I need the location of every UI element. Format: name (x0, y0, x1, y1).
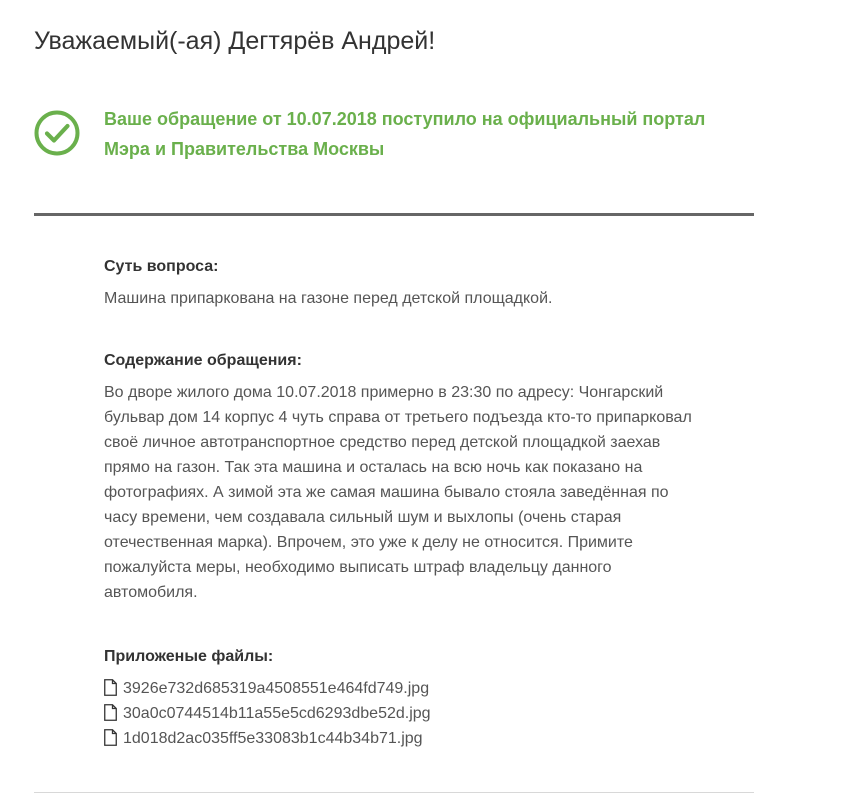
file-icon (104, 679, 117, 696)
file-link[interactable]: 3926e732d685319a4508551e464fd749.jpg (123, 680, 430, 697)
file-item[interactable] (104, 705, 431, 722)
question-text: Машина припаркована на газоне перед детской площадкой. (104, 290, 553, 307)
appeal-content-label: Содержание обращения: (104, 352, 302, 369)
attached-files-section (104, 646, 704, 751)
check-circle-icon (34, 110, 80, 156)
file-item[interactable] (104, 680, 429, 697)
file-icon (104, 729, 117, 746)
appeal-content-text: Во дворе жилого дома 10.07.2018 примерно в 23:30 по адресу: Чонгарский бульвар дом 14 корпус 4 чуть справа от третьего подъезда кто-то припарковал своё личное автотранспортное средство перед детской площадкой заехав прямо на газон. Так эта машина и осталась на всю ночь как показано на фотографиях. А зимой эта же самая машина бывало стояла заведённая по часу времени, чем создавала сильный шум и выхлопы (очень старая отечественная марка). Впрочем, это уже к делу не относится. Примите пожалуйста меры, необходимо выписать штраф владельцу данного автомобиля. (104, 384, 692, 601)
file-link[interactable]: 1d018d2ac035ff5e33083b1c44b34b71.jpg (123, 730, 423, 747)
section-divider (34, 213, 754, 216)
attached-files-label: Приложеные файлы: (104, 648, 274, 665)
question-section (104, 256, 704, 311)
question-label: Суть вопроса: (104, 258, 219, 275)
status-line-2: Мэра и Правительства Москвы (104, 139, 385, 159)
attached-files-list (104, 676, 484, 751)
file-icon (104, 704, 117, 721)
file-link[interactable]: 30a0c0744514b11a55e5cd6293dbe52d.jpg (123, 705, 431, 722)
appeal-content-section (104, 350, 704, 605)
status-line-1: Ваше обращение от 10.07.2018 поступило на официальный портал (104, 109, 706, 129)
footer-divider (34, 792, 754, 793)
status-text (104, 104, 744, 164)
greeting-heading: Уважаемый(-ая) Дегтярёв Андрей! (34, 27, 436, 55)
file-item[interactable] (104, 730, 423, 747)
